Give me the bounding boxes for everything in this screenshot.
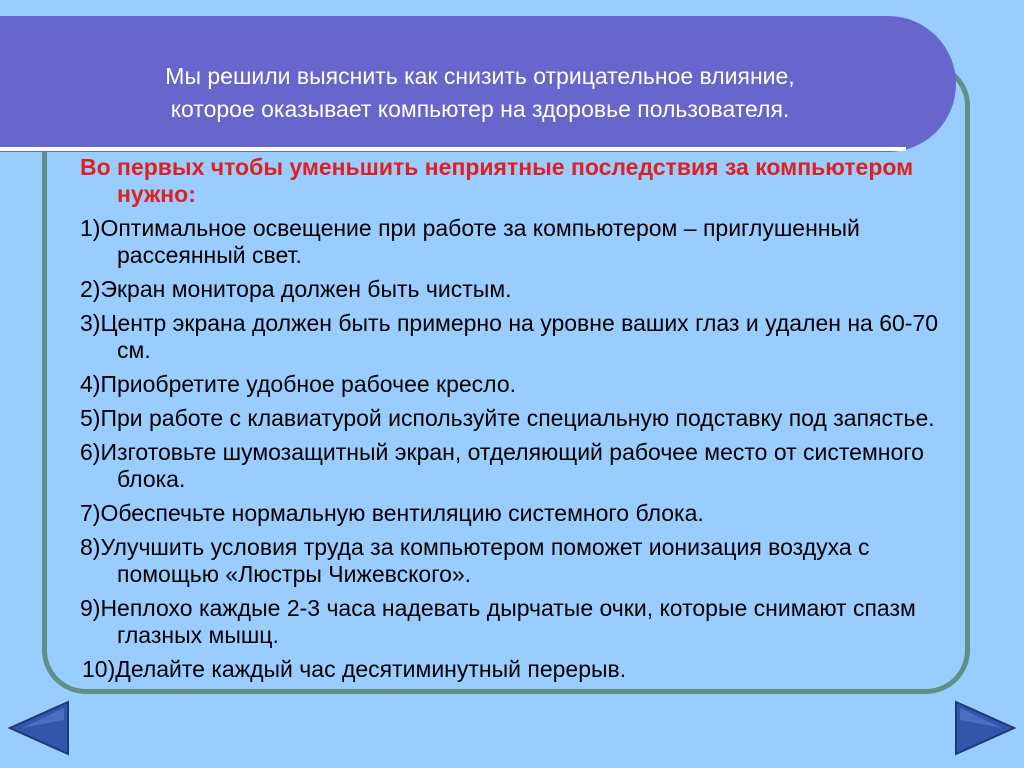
list-item-6: 6)Изготовьте шумозащитный экран, отделяющий рабочее место от системного блока. [80,439,924,492]
list-item-9: 9)Неплохо каждые 2-3 часа надевать дырчатые очки, которые снимают спазм глазных мышц. [80,595,916,648]
list-item-3: 3)Центр экрана должен быть примерно на уровне ваших глаз и удален на 60-70 см. [80,310,939,363]
triangle-right-icon [954,700,1016,756]
title-underline [0,147,906,151]
list-item-4: 4)Приобретите удобное рабочее кресло. [80,371,517,397]
triangle-left-icon [8,700,70,756]
body-heading: Во первых чтобы уменьшить неприятные последствия за компьютером нужно: [80,154,914,207]
title-band [0,16,956,152]
slide-title [70,60,890,126]
previous-slide-button[interactable] [8,700,70,756]
list-item-10: 10)Делайте каждый час десятиминутный перерыв. [82,656,627,682]
next-slide-button[interactable] [954,700,1016,756]
title-line-1: Мы решили выяснить как снизить отрицательное влияние, [165,63,795,89]
list-item-1: 1)Оптимальное освещение при работе за компьютером – приглушенный рассеянный свет. [80,215,860,268]
title-line-2: которое оказывает компьютер на здоровье пользователя. [170,96,790,122]
slide-body [80,154,950,690]
list-item-5: 5)При работе с клавиатурой используйте специальную подставку под запястье. [80,405,935,431]
list-item-2: 2)Экран монитора должен быть чистым. [80,276,512,302]
list-item-8: 8)Улучшить условия труда за компьютером поможет ионизация воздуха с помощью «Люстры Чижевского». [80,534,870,587]
list-item-7: 7)Обеспечьте нормальную вентиляцию системного блока. [80,500,704,526]
